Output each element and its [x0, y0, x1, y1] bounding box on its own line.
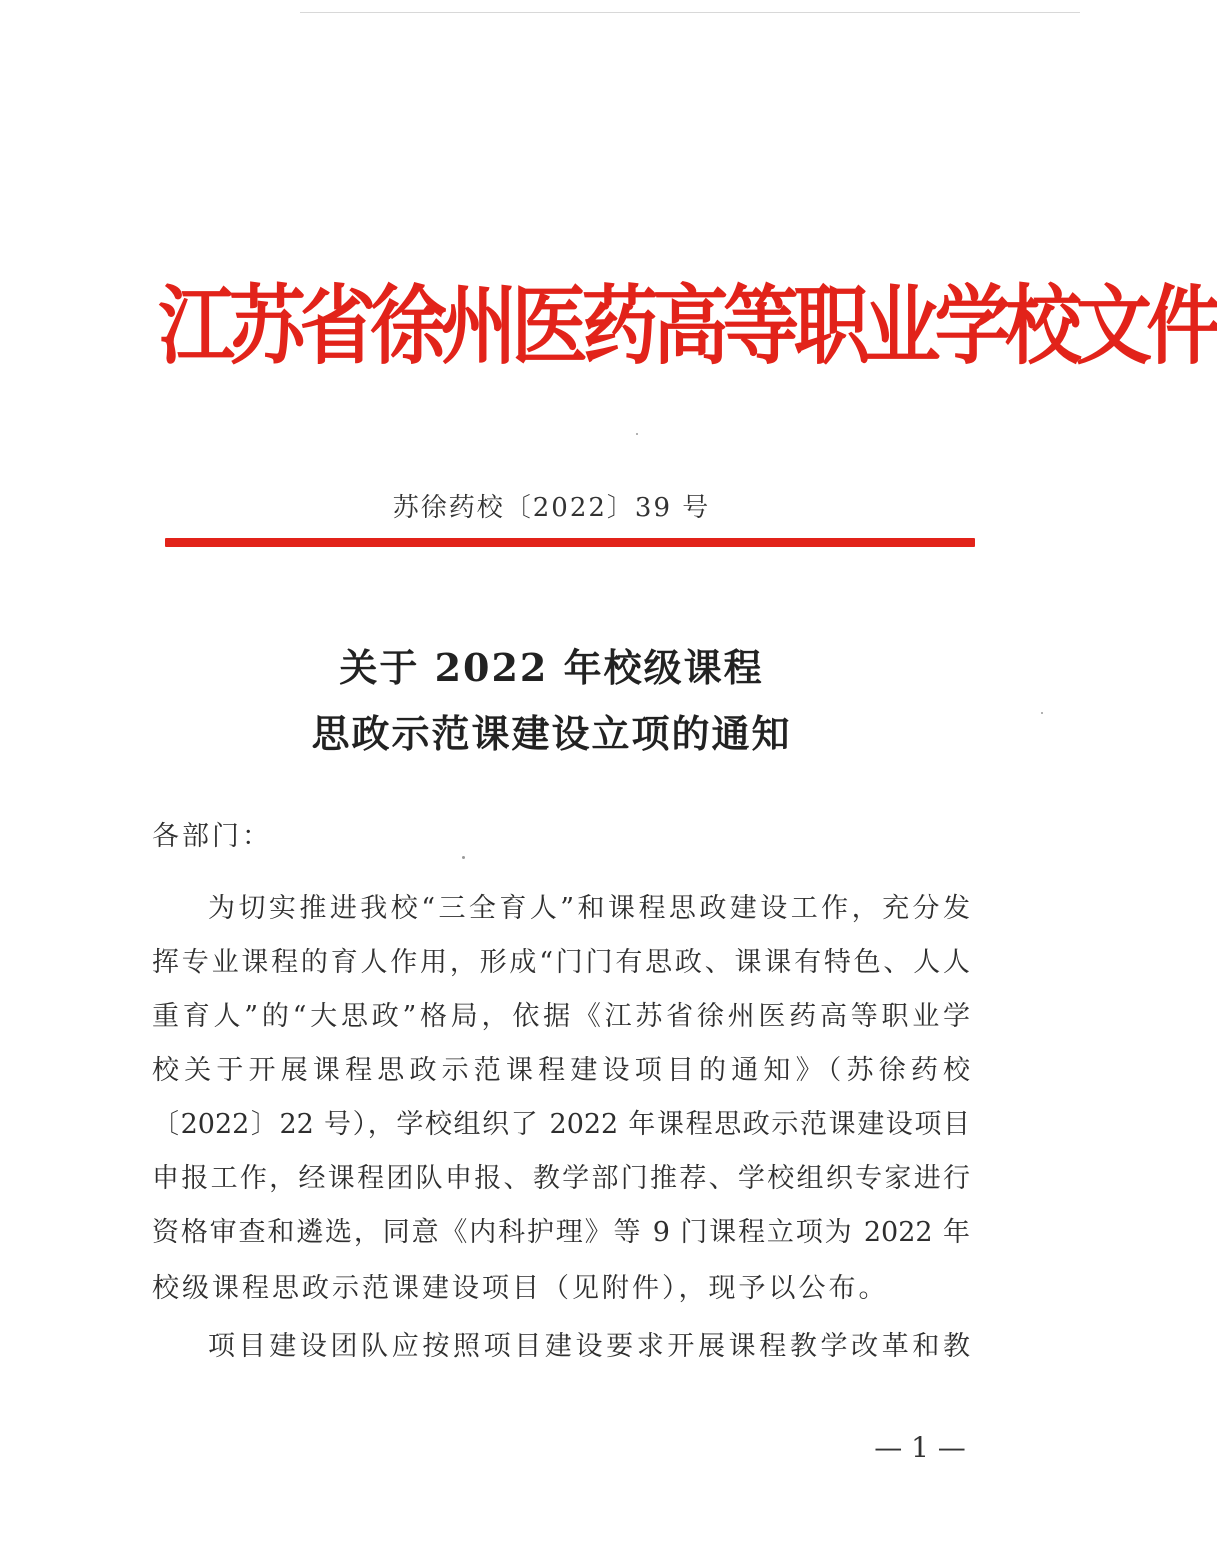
- body-line: 项目建设团队应按照项目建设要求开展课程教学改革和教: [208, 1331, 970, 1362]
- body-line: 挥专业课程的育人作用，形成“门门有思政、课课有特色、人人: [152, 947, 970, 978]
- body-line: 重育人”的“大思政”格局，依据《江苏省徐州医药高等职业学: [152, 1001, 970, 1032]
- body-line: 校级课程思政示范课建设项目（见附件），现予以公布。: [152, 1273, 889, 1304]
- page-number: — 1 —: [874, 1431, 966, 1464]
- scan-edge-line: [300, 12, 1080, 13]
- body-line: 资格审查和遴选，同意《内科护理》等 9 门课程立项为 2022 年: [152, 1217, 970, 1248]
- notice-title-line-2: 思政示范课建设立项的通知: [311, 711, 792, 756]
- red-header-rule: [165, 538, 975, 547]
- body-line: 申报工作，经课程团队申报、教学部门推荐、学校组织专家进行: [152, 1163, 970, 1194]
- scan-speck: [462, 856, 465, 859]
- body-line: 校关于开展课程思政示范课程建设项目的通知》（苏徐药校: [152, 1055, 970, 1086]
- notice-title-line-1: 关于 2022 年校级课程: [339, 645, 764, 690]
- body-line: 为切实推进我校“三全育人”和课程思政建设工作，充分发: [208, 893, 970, 924]
- scan-speck: [636, 433, 638, 435]
- document-number: 苏徐药校〔2022〕39 号: [392, 493, 711, 523]
- salutation: 各部门：: [152, 821, 272, 852]
- institution-header-title: 江苏省徐州医药高等职业学校文件: [158, 276, 1217, 377]
- scan-speck: [1041, 712, 1043, 714]
- body-line: 〔2022〕22 号），学校组织了 2022 年课程思政示范课建设项目: [152, 1109, 970, 1140]
